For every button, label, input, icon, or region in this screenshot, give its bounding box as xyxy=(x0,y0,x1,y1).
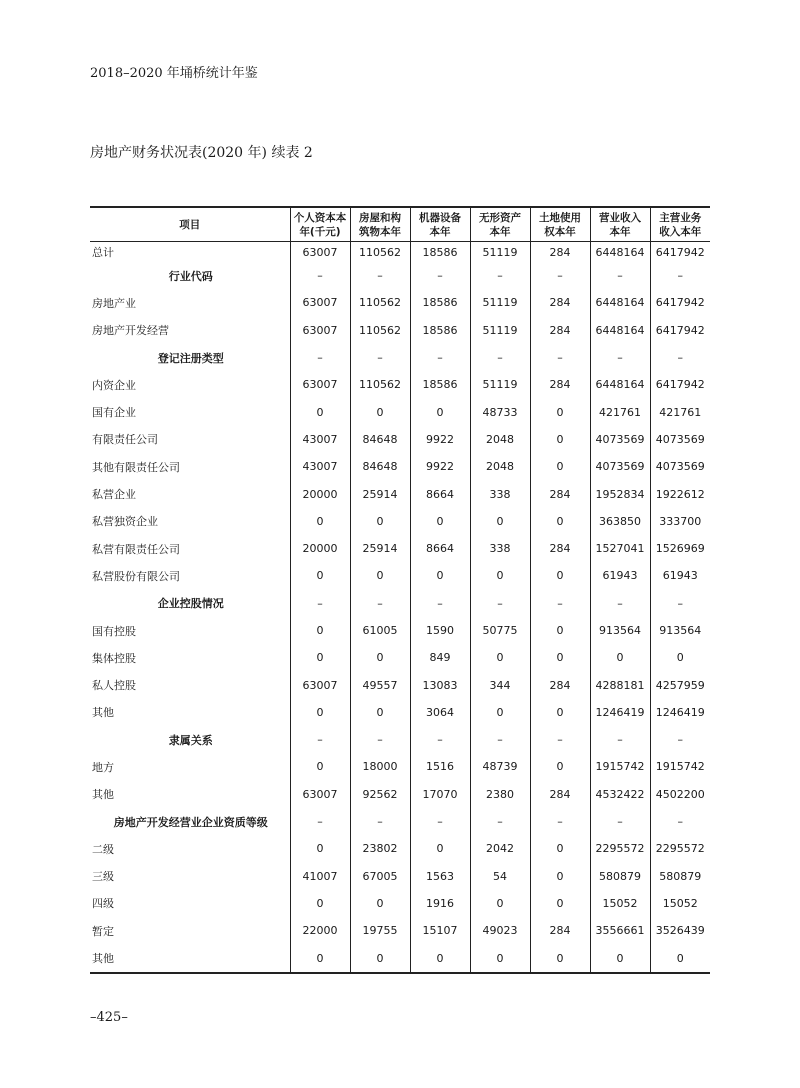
table-cell: 50775 xyxy=(470,617,530,644)
table-cell: 18586 xyxy=(410,242,470,263)
row-label: 私营股份有限公司 xyxy=(92,569,180,583)
table-cell: – xyxy=(350,726,410,753)
section-row xyxy=(90,726,710,753)
table-cell: – xyxy=(350,590,410,617)
table-cell: 0 xyxy=(290,753,350,780)
table-cell: 1246419 xyxy=(590,699,650,726)
table-cell: 421761 xyxy=(590,398,650,425)
table-cell: 2042 xyxy=(470,835,530,862)
row-label: 四级 xyxy=(92,897,114,911)
table-cell: 0 xyxy=(410,562,470,589)
table-cell: 6448164 xyxy=(590,317,650,344)
table-cell: – xyxy=(590,344,650,371)
table-cell: 6417942 xyxy=(650,371,710,398)
table-cell: 4288181 xyxy=(590,671,650,698)
table-cell: – xyxy=(650,726,710,753)
table-cell: 18586 xyxy=(410,317,470,344)
table-cell: 0 xyxy=(350,699,410,726)
row-label: 内资企业 xyxy=(92,378,136,392)
table-row xyxy=(90,480,710,507)
table-cell: 363850 xyxy=(590,508,650,535)
column-header xyxy=(90,207,290,242)
table-cell: 41007 xyxy=(290,863,350,890)
table-cell: 344 xyxy=(470,671,530,698)
table-cell: 1916 xyxy=(410,890,470,917)
table-cell: 2048 xyxy=(470,453,530,480)
column-header-line2: 本年 xyxy=(489,226,511,238)
table-cell: 84648 xyxy=(350,453,410,480)
table-row xyxy=(90,671,710,698)
table-cell: 913564 xyxy=(650,617,710,644)
table-row xyxy=(90,453,710,480)
table-cell: 6448164 xyxy=(590,289,650,316)
table-row xyxy=(90,371,710,398)
column-header-line1: 无形资产 xyxy=(479,212,521,224)
row-label: 其他有限责任公司 xyxy=(92,460,180,474)
table-cell: 18586 xyxy=(410,289,470,316)
table-cell: – xyxy=(650,808,710,835)
table-cell: 1246419 xyxy=(650,699,710,726)
table-cell: 284 xyxy=(530,480,590,507)
table-cell: 0 xyxy=(410,398,470,425)
row-label: 国有控股 xyxy=(92,624,136,638)
table-cell: 284 xyxy=(530,289,590,316)
table-cell: – xyxy=(650,590,710,617)
page-number: –425– xyxy=(90,1010,128,1025)
table-cell: 4257959 xyxy=(650,671,710,698)
table-cell: 0 xyxy=(530,508,590,535)
row-label: 登记注册类型 xyxy=(157,351,224,365)
column-header-line2: 权本年 xyxy=(544,226,576,238)
table-cell: 2380 xyxy=(470,781,530,808)
table-cell: 1915742 xyxy=(590,753,650,780)
table-cell: 0 xyxy=(470,644,530,671)
table-cell: 0 xyxy=(290,890,350,917)
table-cell: 0 xyxy=(290,617,350,644)
table-row xyxy=(90,508,710,535)
table-cell: 0 xyxy=(290,398,350,425)
table-cell: 284 xyxy=(530,917,590,944)
table-cell: – xyxy=(350,344,410,371)
row-label: 企业控股情况 xyxy=(157,597,224,611)
table-cell: 1526969 xyxy=(650,535,710,562)
column-header-line2: 筑物本年 xyxy=(359,226,401,238)
table-cell: – xyxy=(290,344,350,371)
table-cell: 1527041 xyxy=(590,535,650,562)
table-cell: 4073569 xyxy=(590,453,650,480)
row-label: 国有企业 xyxy=(92,406,136,420)
table-cell: 4073569 xyxy=(650,426,710,453)
table-cell: 0 xyxy=(290,835,350,862)
table-cell: 849 xyxy=(410,644,470,671)
table-cell: 6448164 xyxy=(590,242,650,263)
column-header-line2: 本年 xyxy=(609,226,631,238)
table-cell: 284 xyxy=(530,371,590,398)
table-cell: – xyxy=(470,726,530,753)
table-cell: 63007 xyxy=(290,781,350,808)
table-cell: 333700 xyxy=(650,508,710,535)
table-row xyxy=(90,426,710,453)
table-row xyxy=(90,699,710,726)
table-cell: 0 xyxy=(410,835,470,862)
table-header-row xyxy=(90,207,710,242)
table-cell: 48739 xyxy=(470,753,530,780)
table-cell: 1952834 xyxy=(590,480,650,507)
table-cell: 421761 xyxy=(650,398,710,425)
row-label: 其他 xyxy=(92,788,114,802)
column-header xyxy=(650,207,710,242)
table-cell: 1516 xyxy=(410,753,470,780)
table-cell: 13083 xyxy=(410,671,470,698)
row-label: 集体控股 xyxy=(92,651,136,665)
table-cell: 1922612 xyxy=(650,480,710,507)
table-cell: 63007 xyxy=(290,317,350,344)
table-cell: 284 xyxy=(530,317,590,344)
table-cell: 61943 xyxy=(590,562,650,589)
column-header xyxy=(530,207,590,242)
table-cell: 20000 xyxy=(290,480,350,507)
table-cell: 67005 xyxy=(350,863,410,890)
table-cell: 0 xyxy=(590,944,650,972)
table-row xyxy=(90,781,710,808)
table-row xyxy=(90,753,710,780)
table-cell: 51119 xyxy=(470,317,530,344)
table-cell: 4502200 xyxy=(650,781,710,808)
table-cell: 19755 xyxy=(350,917,410,944)
table-title: 房地产财务状况表(2020 年) 续表 2 xyxy=(90,145,313,161)
table-cell: – xyxy=(470,344,530,371)
table-cell: – xyxy=(410,344,470,371)
table-cell: 0 xyxy=(650,944,710,972)
table-cell: 580879 xyxy=(650,863,710,890)
table-cell: 84648 xyxy=(350,426,410,453)
column-header-line1: 主营业务 xyxy=(659,212,702,224)
table-cell: 338 xyxy=(470,480,530,507)
column-header-line1: 土地使用 xyxy=(539,212,581,224)
table-cell: 284 xyxy=(530,242,590,263)
table-cell: 9922 xyxy=(410,453,470,480)
column-header-line2: 本年 xyxy=(429,226,451,238)
table-cell: – xyxy=(350,262,410,289)
table-cell: 0 xyxy=(350,944,410,972)
table-cell: 23802 xyxy=(350,835,410,862)
table-cell: 63007 xyxy=(290,242,350,263)
column-header-line2: 收入本年 xyxy=(659,226,702,238)
table-cell: 43007 xyxy=(290,426,350,453)
table-cell: 0 xyxy=(350,562,410,589)
table-body xyxy=(90,242,710,973)
table-cell: – xyxy=(530,808,590,835)
table-cell: 17070 xyxy=(410,781,470,808)
table-cell: 48733 xyxy=(470,398,530,425)
table-cell: 0 xyxy=(350,890,410,917)
table-cell: 0 xyxy=(530,835,590,862)
section-row xyxy=(90,808,710,835)
column-header xyxy=(470,207,530,242)
table-cell: 0 xyxy=(470,699,530,726)
table-cell: 9922 xyxy=(410,426,470,453)
column-header-line1: 项目 xyxy=(179,219,201,231)
row-label: 私营独资企业 xyxy=(92,515,158,529)
table-cell: – xyxy=(530,344,590,371)
table-cell: 43007 xyxy=(290,453,350,480)
table-row xyxy=(90,917,710,944)
table-cell: 8664 xyxy=(410,480,470,507)
table-cell: 0 xyxy=(530,890,590,917)
table-cell: 580879 xyxy=(590,863,650,890)
table-cell: 0 xyxy=(410,508,470,535)
section-row xyxy=(90,262,710,289)
table-cell: – xyxy=(410,590,470,617)
table-cell: 0 xyxy=(530,644,590,671)
table-cell: 0 xyxy=(290,944,350,972)
table-cell: 63007 xyxy=(290,371,350,398)
column-header-line1: 营业收入 xyxy=(599,212,641,224)
table-cell: – xyxy=(530,590,590,617)
row-label: 地方 xyxy=(92,760,114,774)
table-row xyxy=(90,863,710,890)
table-cell: 92562 xyxy=(350,781,410,808)
table-cell: 110562 xyxy=(350,242,410,263)
row-label: 三级 xyxy=(92,870,114,884)
table-cell: 0 xyxy=(530,453,590,480)
table-cell: – xyxy=(590,262,650,289)
table-cell: 3556661 xyxy=(590,917,650,944)
table-cell: 6417942 xyxy=(650,289,710,316)
table-cell: – xyxy=(290,808,350,835)
table-cell: 0 xyxy=(410,944,470,972)
table-cell: 25914 xyxy=(350,535,410,562)
financial-status-table xyxy=(90,206,710,974)
table-cell: – xyxy=(590,808,650,835)
table-cell: 284 xyxy=(530,671,590,698)
table-cell: 0 xyxy=(530,426,590,453)
row-label: 房地产开发经营 xyxy=(92,324,169,338)
row-label: 有限责任公司 xyxy=(92,433,158,447)
total-row xyxy=(90,242,710,263)
table-cell: 15052 xyxy=(650,890,710,917)
table-cell: 0 xyxy=(530,944,590,972)
table-row xyxy=(90,562,710,589)
table-cell: 2295572 xyxy=(590,835,650,862)
table-cell: 2048 xyxy=(470,426,530,453)
table-cell: 22000 xyxy=(290,917,350,944)
column-header-line1: 房屋和构 xyxy=(359,212,401,224)
row-label: 房地产业 xyxy=(92,296,136,310)
table-row xyxy=(90,944,710,972)
table-cell: 338 xyxy=(470,535,530,562)
section-row xyxy=(90,590,710,617)
table-cell: 0 xyxy=(530,753,590,780)
table-cell: – xyxy=(590,726,650,753)
section-row xyxy=(90,344,710,371)
table-cell: 0 xyxy=(530,398,590,425)
table-row xyxy=(90,317,710,344)
table-cell: 0 xyxy=(290,644,350,671)
table-cell: 51119 xyxy=(470,371,530,398)
table-cell: 15107 xyxy=(410,917,470,944)
table-cell: – xyxy=(530,262,590,289)
table-cell: 51119 xyxy=(470,242,530,263)
table-cell: 49557 xyxy=(350,671,410,698)
table-cell: 1563 xyxy=(410,863,470,890)
table-cell: 6417942 xyxy=(650,317,710,344)
table-cell: 63007 xyxy=(290,671,350,698)
table-cell: 4073569 xyxy=(650,453,710,480)
table-cell: 61005 xyxy=(350,617,410,644)
table-cell: 0 xyxy=(590,644,650,671)
table-cell: 0 xyxy=(470,562,530,589)
table-cell: 1590 xyxy=(410,617,470,644)
table-cell: – xyxy=(650,262,710,289)
table-cell: 0 xyxy=(530,863,590,890)
row-label: 暂定 xyxy=(92,924,114,938)
column-header xyxy=(410,207,470,242)
table-cell: 0 xyxy=(650,644,710,671)
table-cell: 2295572 xyxy=(650,835,710,862)
table-cell: 3526439 xyxy=(650,917,710,944)
column-header-line2: 年(千元) xyxy=(299,226,341,238)
column-header-line1: 机器设备 xyxy=(419,212,461,224)
table-cell: 51119 xyxy=(470,289,530,316)
table-cell: 0 xyxy=(350,644,410,671)
table-cell: 4532422 xyxy=(590,781,650,808)
table-cell: 61943 xyxy=(650,562,710,589)
row-label: 总计 xyxy=(92,246,114,259)
table-cell: 110562 xyxy=(350,317,410,344)
row-label: 二级 xyxy=(92,842,114,856)
table-cell: – xyxy=(650,344,710,371)
table-cell: 20000 xyxy=(290,535,350,562)
table-cell: 284 xyxy=(530,535,590,562)
table-cell: 4073569 xyxy=(590,426,650,453)
table-cell: – xyxy=(410,262,470,289)
table-cell: 18000 xyxy=(350,753,410,780)
table-cell: 1915742 xyxy=(650,753,710,780)
table-cell: 0 xyxy=(530,699,590,726)
table-cell: 3064 xyxy=(410,699,470,726)
column-header xyxy=(290,207,350,242)
table-cell: – xyxy=(290,590,350,617)
table-cell: – xyxy=(290,262,350,289)
row-label: 行业代码 xyxy=(168,269,213,283)
table-cell: 0 xyxy=(470,944,530,972)
table-cell: 0 xyxy=(530,562,590,589)
table-cell: 0 xyxy=(350,398,410,425)
row-label: 其他 xyxy=(92,952,114,966)
table-cell: 0 xyxy=(290,562,350,589)
table-cell: 110562 xyxy=(350,289,410,316)
table-cell: 0 xyxy=(530,617,590,644)
table-row xyxy=(90,835,710,862)
table-cell: – xyxy=(350,808,410,835)
table-cell: 0 xyxy=(290,508,350,535)
row-label: 私人控股 xyxy=(92,679,136,693)
row-label: 隶属关系 xyxy=(168,733,213,747)
table-cell: 8664 xyxy=(410,535,470,562)
table-row xyxy=(90,289,710,316)
table-row xyxy=(90,644,710,671)
table-cell: 15052 xyxy=(590,890,650,917)
table-cell: – xyxy=(410,726,470,753)
table-cell: – xyxy=(470,808,530,835)
row-label: 私营企业 xyxy=(92,488,136,502)
table-cell: 63007 xyxy=(290,289,350,316)
row-label: 房地产开发经营业企业资质等级 xyxy=(113,815,268,829)
table-cell: 6448164 xyxy=(590,371,650,398)
table-cell: 54 xyxy=(470,863,530,890)
table-row xyxy=(90,398,710,425)
column-header xyxy=(350,207,410,242)
table-cell: 110562 xyxy=(350,371,410,398)
table-cell: 0 xyxy=(350,508,410,535)
table-cell: – xyxy=(470,590,530,617)
table-cell: – xyxy=(530,726,590,753)
table-cell: 18586 xyxy=(410,371,470,398)
table-cell: – xyxy=(290,726,350,753)
table-row xyxy=(90,617,710,644)
table-cell: 6417942 xyxy=(650,242,710,263)
table-cell: – xyxy=(470,262,530,289)
table-cell: 0 xyxy=(470,508,530,535)
table-cell: – xyxy=(410,808,470,835)
table-cell: 913564 xyxy=(590,617,650,644)
table-row xyxy=(90,890,710,917)
table-cell: 49023 xyxy=(470,917,530,944)
table-cell: 284 xyxy=(530,781,590,808)
table-cell: 25914 xyxy=(350,480,410,507)
row-label: 其他 xyxy=(92,706,114,720)
column-header xyxy=(590,207,650,242)
table-cell: 0 xyxy=(290,699,350,726)
table-cell: – xyxy=(590,590,650,617)
row-label: 私营有限责任公司 xyxy=(92,542,180,556)
table-cell: 0 xyxy=(470,890,530,917)
column-header-line1: 个人资本本 xyxy=(293,212,347,224)
table-row xyxy=(90,535,710,562)
running-header: 2018–2020 年埇桥统计年鉴 xyxy=(90,66,258,81)
